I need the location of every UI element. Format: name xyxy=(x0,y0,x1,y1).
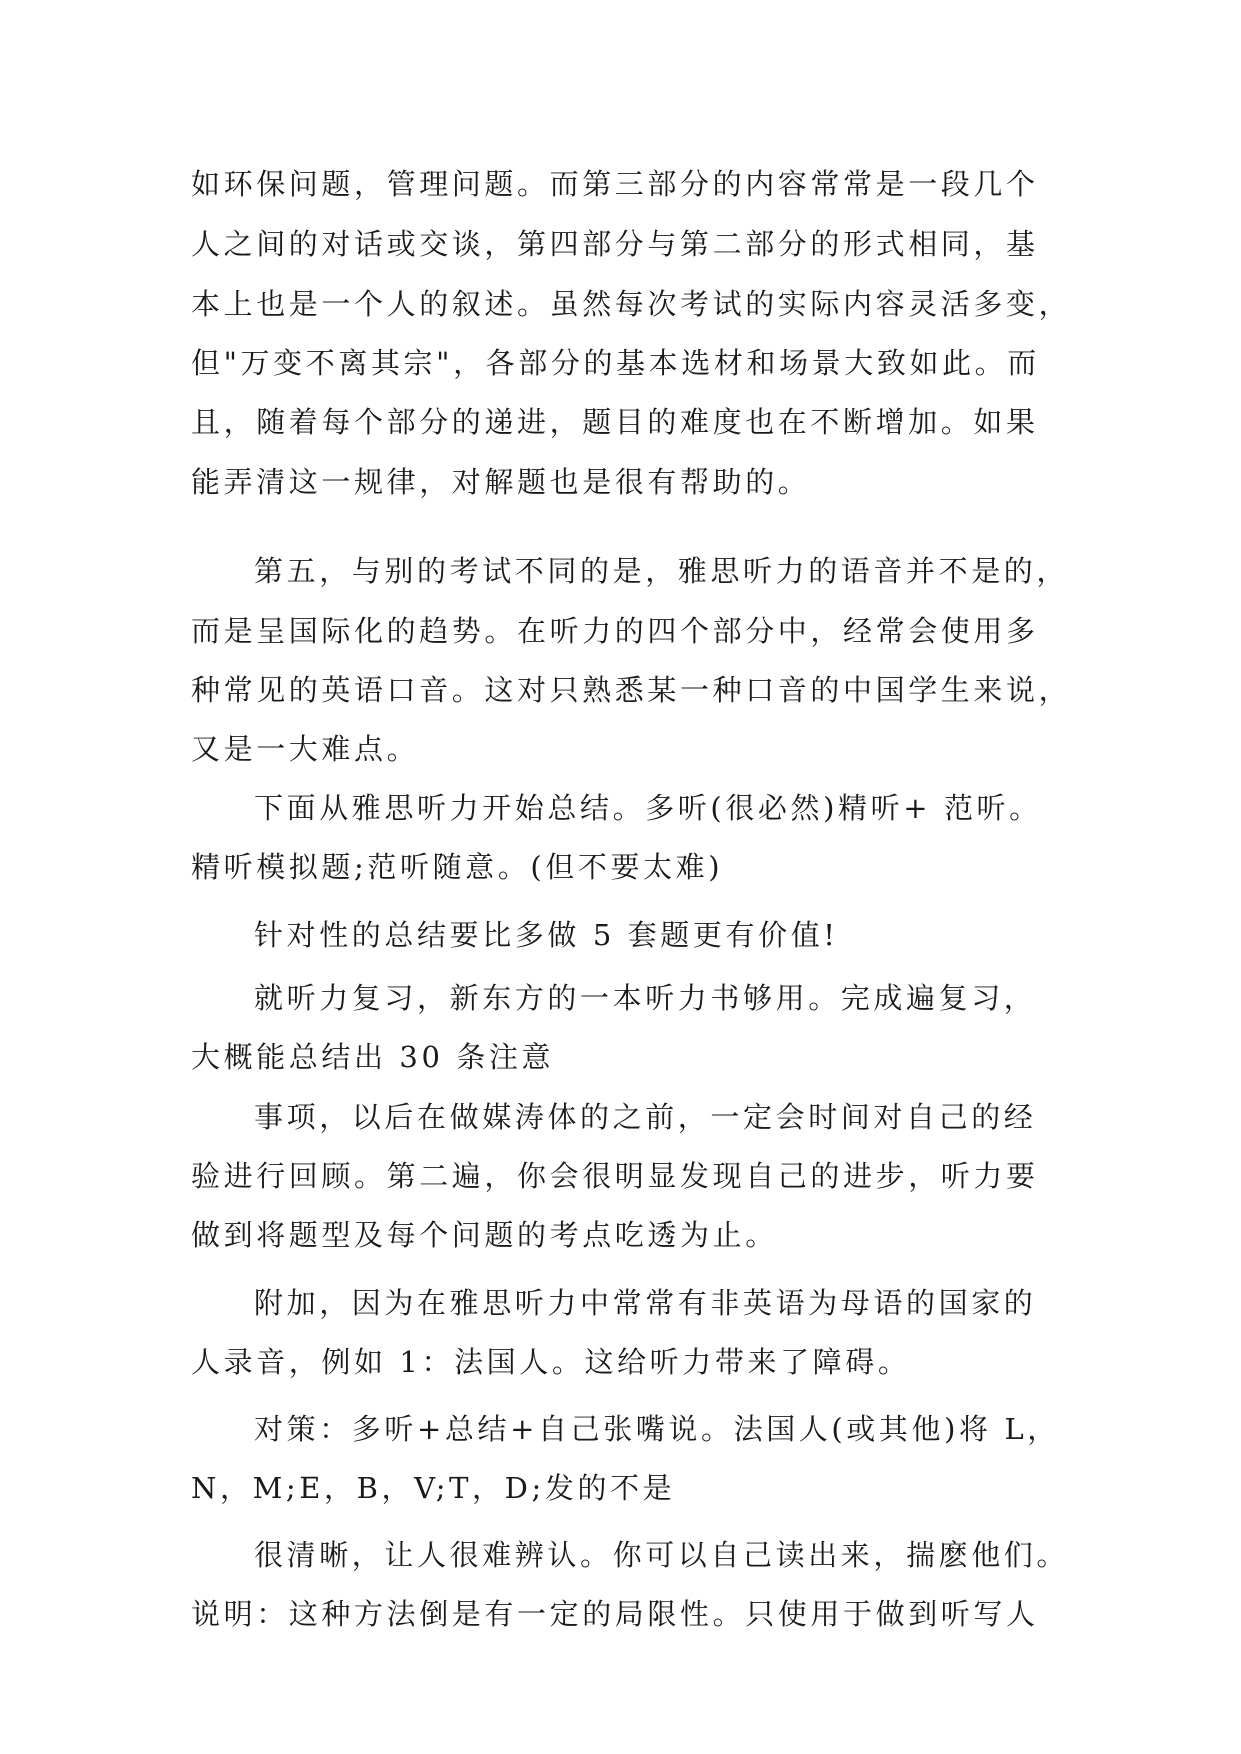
text-line: 人录音，例如 1：法国人。这给听力带来了障碍。 xyxy=(191,1345,911,1379)
text-line: 说明：这种方法倒是有一定的局限性。只使用于做到听写人 xyxy=(191,1597,1039,1631)
text-line: 做到将题型及每个问题的考点吃透为止。 xyxy=(191,1218,778,1252)
text-line: 就听力复习，新东方的一本听力书够用。完成遍复习， xyxy=(254,981,1037,1015)
text-line: 能弄清这一规律，对解题也是很有帮助的。 xyxy=(191,465,811,499)
text-line: 验进行回顾。第二遍，你会很明显发现自己的进步，听力要 xyxy=(191,1159,1039,1193)
text-line: 第五，与别的考试不同的是，雅思听力的语音并不是的， xyxy=(254,554,1070,588)
text-line: 针对性的总结要比多做 5 套题更有价值! xyxy=(254,918,839,952)
text-line: 种常见的英语口音。这对只熟悉某一种口音的中国学生来说， xyxy=(191,673,1072,707)
text-line: 但"万变不离其宗"，各部分的基本选材和场景大致如此。而 xyxy=(191,346,1040,380)
text-line: 大概能总结出 30 条注意 xyxy=(191,1040,555,1074)
text-line: 事项，以后在做媒涛体的之前，一定会时间对自己的经 xyxy=(254,1100,1037,1134)
text-line: 下面从雅思听力开始总结。多听(很必然)精听+ 范听。 xyxy=(254,791,1042,825)
text-line: N，M;E，B，V;T，D;发的不是 xyxy=(191,1471,676,1505)
text-line: 人之间的对话或交谈，第四部分与第二部分的形式相同，基 xyxy=(191,227,1039,261)
text-line: 附加，因为在雅思听力中常常有非英语为母语的国家的 xyxy=(254,1286,1037,1320)
text-line: 很清晰，让人很难辨认。你可以自己读出来，揣麽他们。 xyxy=(254,1538,1070,1572)
text-line: 本上也是一个人的叙述。虽然每次考试的实际内容灵活多变， xyxy=(191,287,1072,321)
text-line: 又是一大难点。 xyxy=(191,732,420,766)
text-line: 如环保问题，管理问题。而第三部分的内容常常是一段几个 xyxy=(191,167,1039,201)
text-line: 精听模拟题;范听随意。(但不要太难) xyxy=(191,850,724,884)
text-line: 且，随着每个部分的递进，题目的难度也在不断增加。如果 xyxy=(191,405,1039,439)
text-line: 对策：多听+总结+自己张嘴说。法国人(或其他)将 L， xyxy=(254,1412,1060,1446)
text-line: 而是呈国际化的趋势。在听力的四个部分中，经常会使用多 xyxy=(191,614,1039,648)
